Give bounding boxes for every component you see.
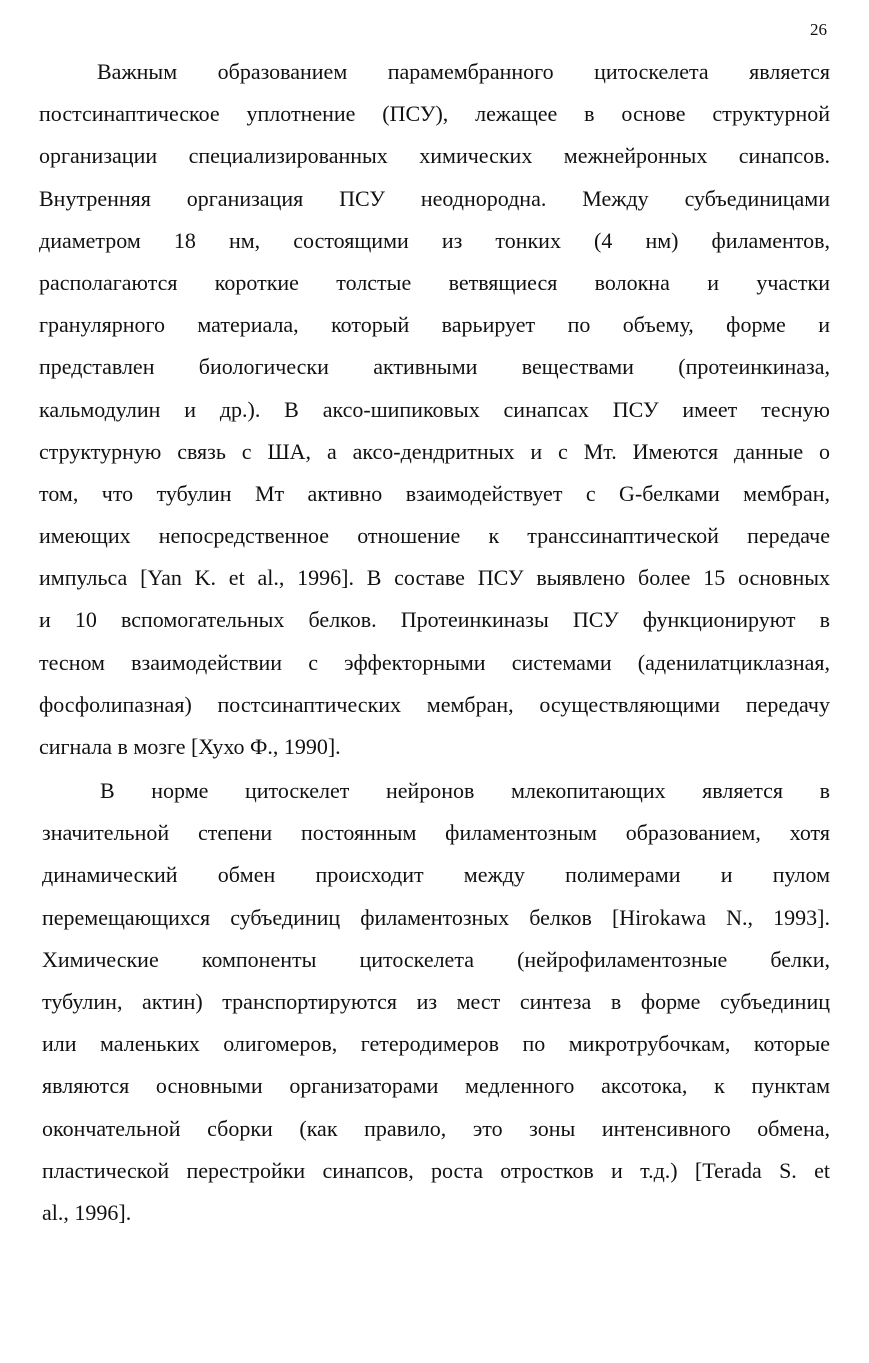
text-line: пластической перестройки синапсов, роста отростков и т.д.) [Terada S. et [42, 1157, 830, 1183]
text-line: значительной степени постоянным филаментозным образованием, хотя [42, 820, 830, 846]
text-line: В норме цитоскелет нейронов млекопитающих является в [100, 778, 830, 803]
text-line: Важным образованием парамембранного цитоскелета является [97, 59, 830, 84]
text-line: располагаются короткие толстые ветвящиеся волокна и участки [39, 269, 830, 295]
text-line: постсинаптическое уплотнение (ПСУ), лежащее в основе структурной [39, 101, 830, 127]
page-number: 26 [810, 20, 827, 39]
text-line: являются основными организаторами медленного аксотока, к пунктам [42, 1073, 830, 1099]
text-line: имеющих непосредственное отношение к транссинаптической передаче [39, 523, 830, 549]
paragraph-2 [42, 770, 830, 1234]
text-line: тесном взаимодействии с эффекторными системами (аденилатциклазная, [39, 649, 830, 675]
text-line: кальмодулин и др.). В аксо-шипиковых синапсах ПСУ имеет тесную [39, 396, 830, 422]
text-line: том, что тубулин Мт активно взаимодействует с G-белками мембран, [39, 480, 830, 506]
text-line: гранулярного материала, который варьирует по объему, форме и [39, 312, 830, 338]
text-line: фосфолипазная) постсинаптических мембран, осуществляющими передачу [39, 691, 830, 717]
text-line: динамический обмен происходит между полимерами и пулом [42, 862, 830, 888]
text-line: представлен биологически активными веществами (протеинкиназа, [39, 354, 830, 380]
text-line: организации специализированных химических межнейронных синапсов. [39, 143, 830, 169]
text-line: диаметром 18 нм, состоящими из тонких (4 нм) филаментов, [39, 227, 830, 253]
text-line: и 10 вспомогательных белков. Протеинкиназы ПСУ функционируют в [39, 607, 830, 633]
text-line: сигнала в мозге [Хухо Ф., 1990]. [39, 734, 341, 759]
text-line: импульса [Yan K. et al., 1996]. В составе ПСУ выявлено более 15 основных [39, 565, 830, 591]
text-line: структурную связь с ША, а аксо-дендритных и с Мт. Имеются данные о [39, 438, 830, 464]
text-line: перемещающихся субъединиц филаментозных белков [Hirokawa N., 1993]. [42, 904, 830, 930]
paragraph-1 [39, 51, 830, 768]
text-line: тубулин, актин) транспортируются из мест синтеза в форме субъединиц [42, 988, 830, 1014]
text-line: al., 1996]. [42, 1199, 132, 1225]
text-line: окончательной сборки (как правило, это зоны интенсивного обмена, [42, 1115, 830, 1141]
text-line: Внутренняя организация ПСУ неоднородна. Между субъединицами [39, 185, 830, 211]
text-line: Химические компоненты цитоскелета (нейрофиламентозные белки, [42, 946, 830, 972]
text-line: или маленьких олигомеров, гетеродимеров по микротрубочкам, которые [42, 1031, 830, 1057]
